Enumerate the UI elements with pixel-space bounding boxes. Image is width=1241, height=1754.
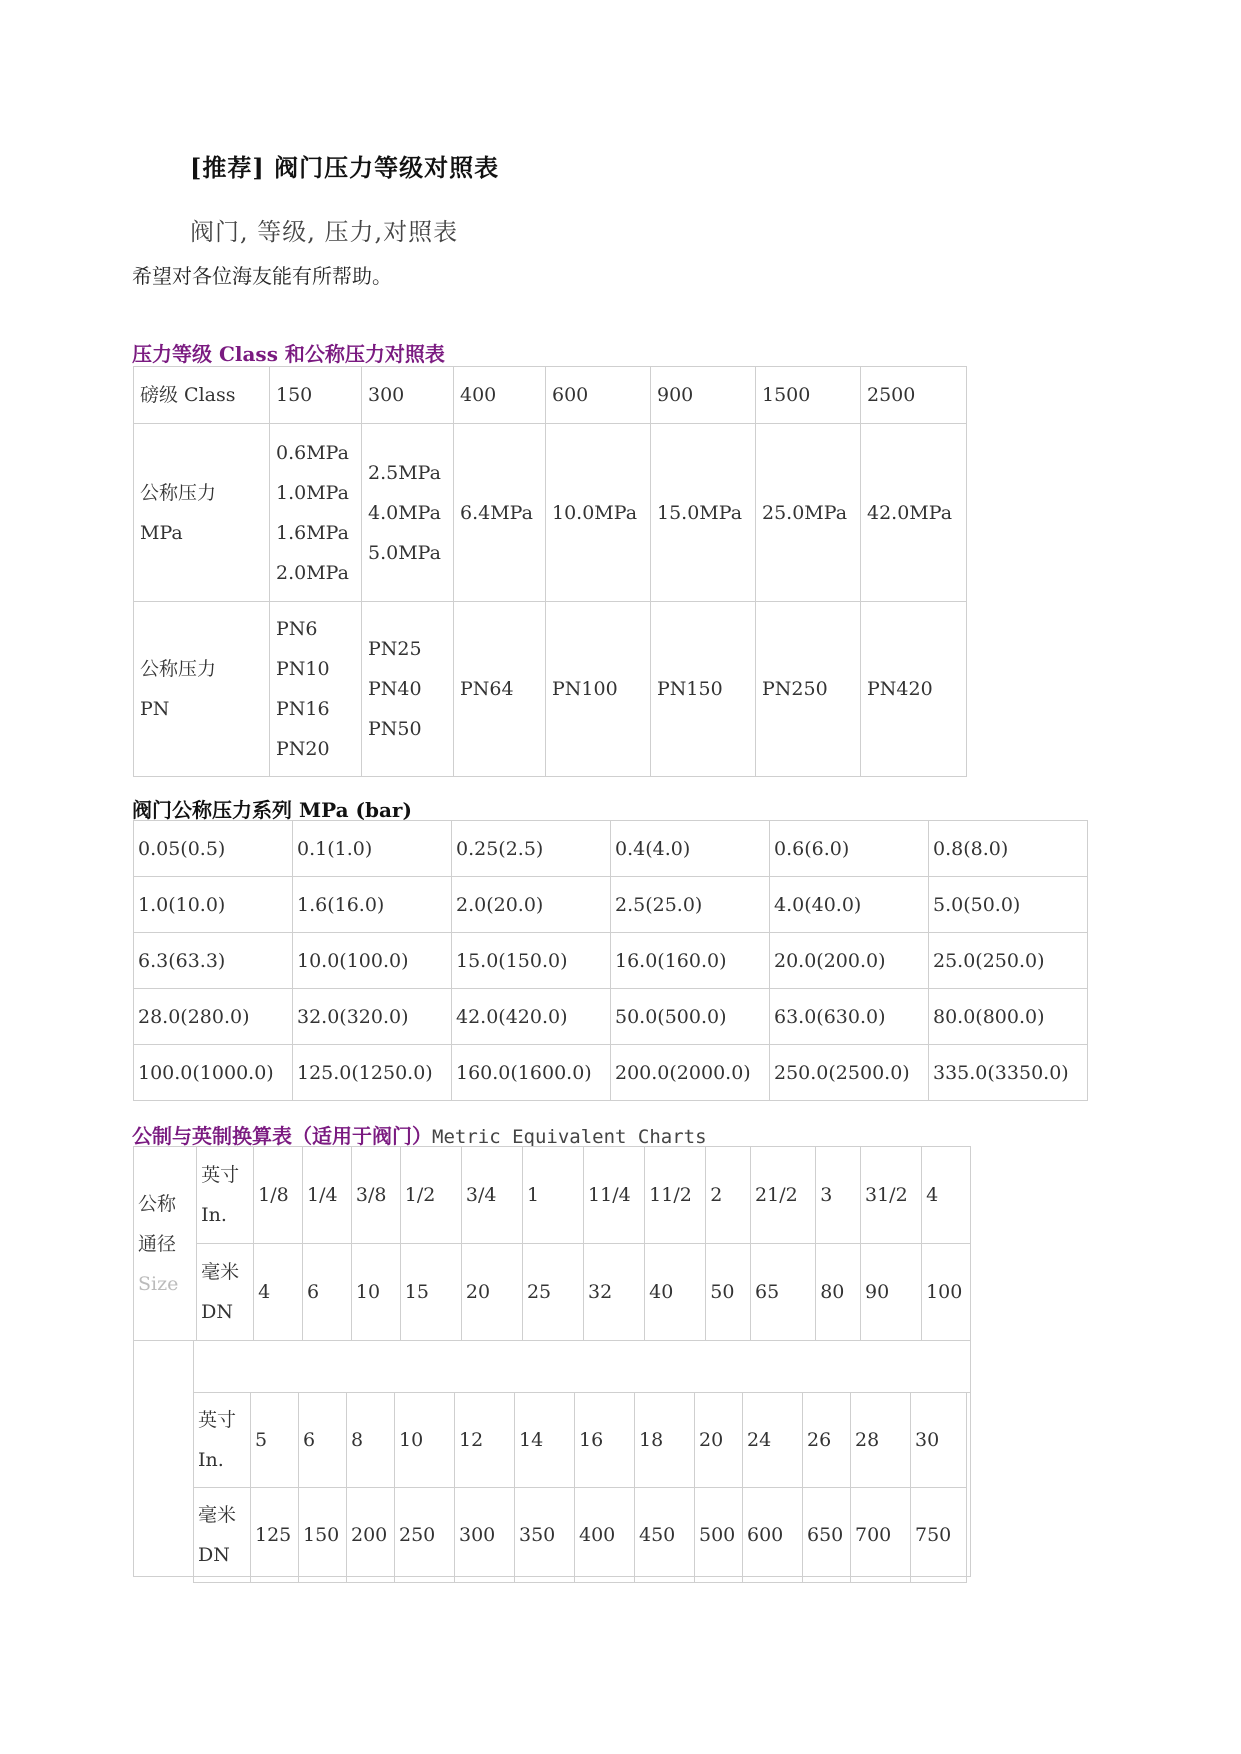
- series-cell: 63.0(630.0): [770, 989, 929, 1045]
- inch-cell: 20: [695, 1393, 743, 1488]
- series-cell: 1.6(16.0): [293, 877, 452, 933]
- series-cell: 32.0(320.0): [293, 989, 452, 1045]
- inch-cell: 24: [743, 1393, 803, 1488]
- dn-cell: 6: [303, 1244, 352, 1341]
- dn-cell: 100: [922, 1244, 971, 1341]
- inch-cell: 21/2: [751, 1147, 816, 1244]
- mpa-cell: 0.6MPa 1.0MPa 1.6MPa 2.0MPa: [270, 424, 362, 602]
- series-cell: 25.0(250.0): [929, 933, 1088, 989]
- series-cell: 15.0(150.0): [452, 933, 611, 989]
- series-cell: 125.0(1250.0): [293, 1045, 452, 1101]
- section3-heading-cn: 公制与英制换算表（适用于阀门）: [132, 1124, 432, 1148]
- series-cell: 4.0(40.0): [770, 877, 929, 933]
- inch-cell: 3: [816, 1147, 861, 1244]
- mpa-row: [134, 424, 967, 602]
- inch-cell: 11/4: [584, 1147, 645, 1244]
- inch-cell: 26: [803, 1393, 851, 1488]
- inch-cell: 8: [347, 1393, 395, 1488]
- mpa-cell: 6.4MPa: [454, 424, 546, 602]
- dn-cell: 750: [911, 1488, 967, 1583]
- inch-cell: 3/4: [461, 1147, 522, 1244]
- series-cell: 28.0(280.0): [134, 989, 293, 1045]
- mpa-cell: 2.5MPa 4.0MPa 5.0MPa: [362, 424, 454, 602]
- dn-cell: 15: [400, 1244, 461, 1341]
- section3-heading: [132, 1120, 707, 1149]
- class-table: [133, 366, 967, 777]
- series-row: [134, 877, 1088, 933]
- pn-cell: PN6 PN10 PN16 PN20: [270, 602, 362, 777]
- mpa-cell: 10.0MPa: [546, 424, 651, 602]
- pn-row: [134, 602, 967, 777]
- series-cell: 0.6(6.0): [770, 821, 929, 877]
- mpa-cell: 15.0MPa: [651, 424, 756, 602]
- inch-label: 英寸 In.: [194, 1393, 251, 1488]
- dn-cell: 20: [461, 1244, 522, 1341]
- series-cell: 2.5(25.0): [611, 877, 770, 933]
- size-en-label: Size: [138, 1272, 179, 1295]
- series-cell: 0.8(8.0): [929, 821, 1088, 877]
- class-cell: 400: [454, 367, 546, 424]
- pn-cell: PN250: [756, 602, 861, 777]
- class-cell: 600: [546, 367, 651, 424]
- series-cell: 250.0(2500.0): [770, 1045, 929, 1101]
- series-cell: 2.0(20.0): [452, 877, 611, 933]
- pressure-series-table: [133, 820, 1088, 1101]
- dn-cell: 500: [695, 1488, 743, 1583]
- dn-cell: 200: [347, 1488, 395, 1583]
- dn-cell: 10: [351, 1244, 400, 1341]
- series-cell: 0.05(0.5): [134, 821, 293, 877]
- class-cell: 150: [270, 367, 362, 424]
- dn-cell: 32: [584, 1244, 645, 1341]
- section2-heading: 阀门公称压力系列 MPa (bar): [132, 798, 412, 822]
- dn-cell: 4: [254, 1244, 303, 1341]
- class-cell: 900: [651, 367, 756, 424]
- series-cell: 80.0(800.0): [929, 989, 1088, 1045]
- class-header-label: 磅级 Class: [134, 367, 270, 424]
- inch-cell: 31/2: [860, 1147, 921, 1244]
- dn-cell: 300: [455, 1488, 515, 1583]
- series-cell: 1.0(10.0): [134, 877, 293, 933]
- mm-label: 毫米 DN: [197, 1244, 254, 1341]
- dn-cell: 450: [635, 1488, 695, 1583]
- page-title: [推荐] 阀门压力等级对照表: [190, 153, 500, 182]
- class-cell: 1500: [756, 367, 861, 424]
- inch-cell: 12: [455, 1393, 515, 1488]
- inch-cell: 1: [522, 1147, 583, 1244]
- dn-cell: 400: [575, 1488, 635, 1583]
- series-cell: 6.3(63.3): [134, 933, 293, 989]
- pn-row-label: 公称压力 PN: [134, 602, 270, 777]
- inch-cell: 30: [911, 1393, 967, 1488]
- dn-cell: 150: [299, 1488, 347, 1583]
- inch-cell: 2: [706, 1147, 751, 1244]
- dn-cell: 700: [851, 1488, 911, 1583]
- dn-cell: 125: [251, 1488, 299, 1583]
- pn-cell: PN420: [861, 602, 967, 777]
- inch-cell: 1/8: [254, 1147, 303, 1244]
- metric-table-2: [193, 1392, 967, 1583]
- series-cell: 0.25(2.5): [452, 821, 611, 877]
- dn-cell: 250: [395, 1488, 455, 1583]
- mm-label: 毫米 DN: [194, 1488, 251, 1583]
- intro-text: 希望对各位海友能有所帮助。: [132, 264, 392, 288]
- dn-cell: 350: [515, 1488, 575, 1583]
- dn-cell: 80: [816, 1244, 861, 1341]
- inch-cell: 10: [395, 1393, 455, 1488]
- section1-heading: 压力等级 Class 和公称压力对照表: [132, 342, 445, 366]
- dn-row-2: [194, 1488, 967, 1583]
- pn-cell: PN150: [651, 602, 756, 777]
- mpa-row-label: 公称压力 MPa: [134, 424, 270, 602]
- series-cell: 0.1(1.0): [293, 821, 452, 877]
- pn-cell: PN100: [546, 602, 651, 777]
- inch-row-2: [194, 1393, 967, 1488]
- dn-cell: 40: [645, 1244, 706, 1341]
- series-cell: 0.4(4.0): [611, 821, 770, 877]
- series-cell: 5.0(50.0): [929, 877, 1088, 933]
- series-cell: 10.0(100.0): [293, 933, 452, 989]
- mpa-cell: 25.0MPa: [756, 424, 861, 602]
- dn-cell: 650: [803, 1488, 851, 1583]
- inch-cell: 16: [575, 1393, 635, 1488]
- mpa-cell: 42.0MPa: [861, 424, 967, 602]
- series-cell: 42.0(420.0): [452, 989, 611, 1045]
- dn-row-1: [134, 1244, 971, 1341]
- series-cell: 20.0(200.0): [770, 933, 929, 989]
- pn-cell: PN25 PN40 PN50: [362, 602, 454, 777]
- dn-cell: 25: [522, 1244, 583, 1341]
- inch-label: 英寸 In.: [197, 1147, 254, 1244]
- series-cell: 160.0(1600.0): [452, 1045, 611, 1101]
- series-cell: 50.0(500.0): [611, 989, 770, 1045]
- series-cell: 100.0(1000.0): [134, 1045, 293, 1101]
- class-cell: 300: [362, 367, 454, 424]
- series-row: [134, 1045, 1088, 1101]
- series-cell: 16.0(160.0): [611, 933, 770, 989]
- class-cell: 2500: [861, 367, 967, 424]
- size-label: 公称 通径 Size: [134, 1147, 197, 1341]
- inch-cell: 18: [635, 1393, 695, 1488]
- series-cell: 200.0(2000.0): [611, 1045, 770, 1101]
- section3-heading-en: Metric Equivalent Charts: [432, 1126, 707, 1148]
- dn-cell: 65: [751, 1244, 816, 1341]
- inch-cell: 1/2: [400, 1147, 461, 1244]
- series-row: [134, 821, 1088, 877]
- dn-cell: 50: [706, 1244, 751, 1341]
- inch-cell: 4: [922, 1147, 971, 1244]
- series-row: [134, 989, 1088, 1045]
- inch-cell: 3/8: [351, 1147, 400, 1244]
- series-row: [134, 933, 1088, 989]
- inch-cell: 28: [851, 1393, 911, 1488]
- tag-line: 阀门, 等级, 压力,对照表: [190, 218, 459, 246]
- metric-table-1: [133, 1146, 971, 1341]
- dn-cell: 600: [743, 1488, 803, 1583]
- inch-cell: 14: [515, 1393, 575, 1488]
- pn-cell: PN64: [454, 602, 546, 777]
- inch-cell: 11/2: [645, 1147, 706, 1244]
- inch-cell: 1/4: [303, 1147, 352, 1244]
- dn-cell: 90: [860, 1244, 921, 1341]
- class-row: [134, 367, 967, 424]
- inch-row-1: [134, 1147, 971, 1244]
- inch-cell: 6: [299, 1393, 347, 1488]
- inch-cell: 5: [251, 1393, 299, 1488]
- series-cell: 335.0(3350.0): [929, 1045, 1088, 1101]
